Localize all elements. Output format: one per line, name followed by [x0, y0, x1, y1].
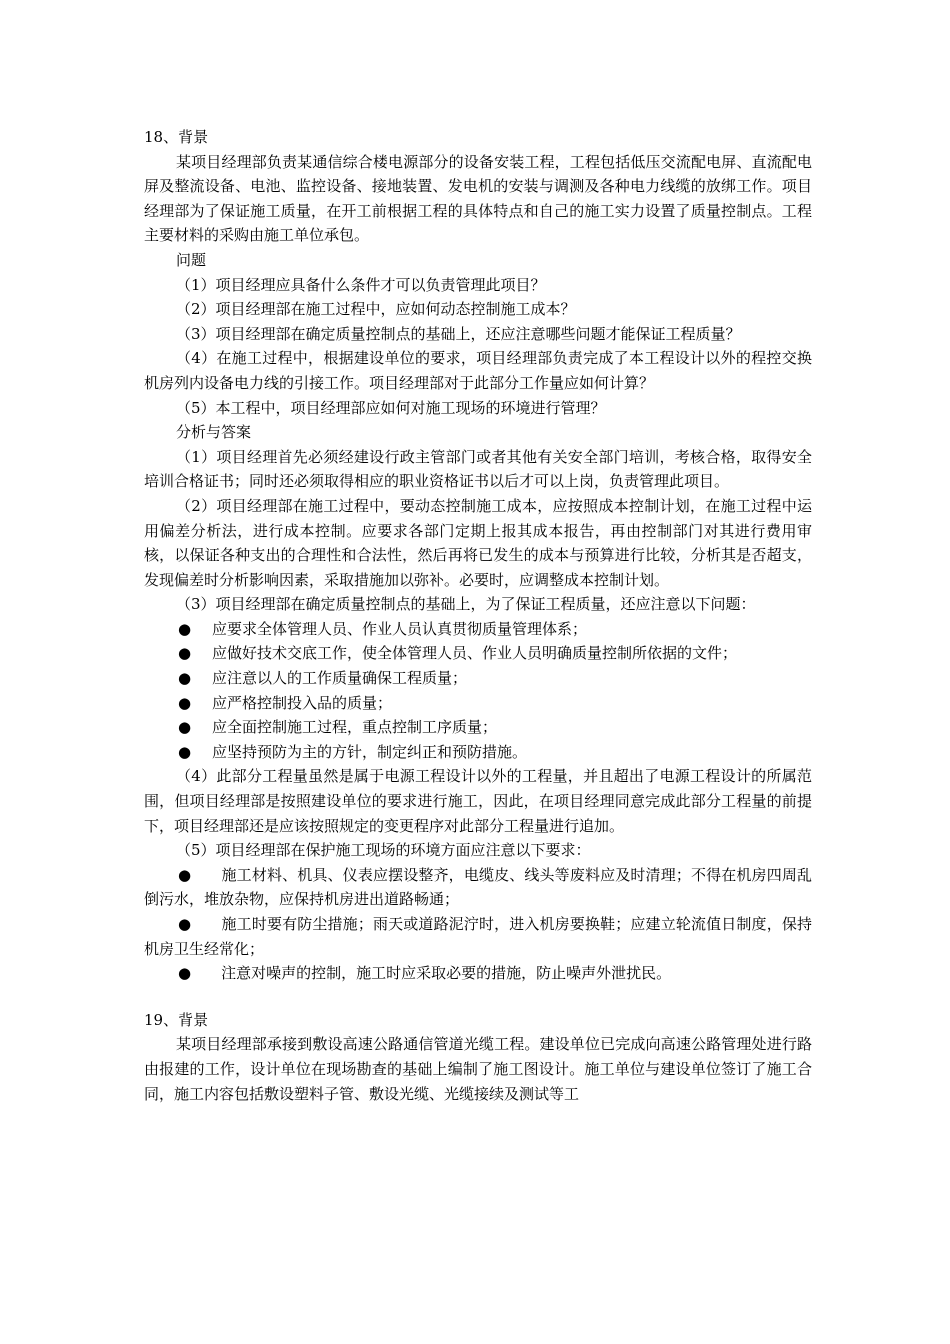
bullet-icon: ●: [178, 619, 192, 638]
bullet-icon: ●: [178, 644, 192, 663]
question-4: （4）在施工过程中，根据建设单位的要求，项目经理部负责完成了本工程设计以外的程控交换机房列内设备电力线的引接工作。项目经理部对于此部分工作量应如何计算？: [144, 349, 812, 392]
section-18-background: 某项目经理部负责某通信综合楼电源部分的设备安装工程，工程包括低压交流配电屏、直流配电屏及整流设备、电池、监控设备、接地装置、发电机的安装与调测及各种电力线缆的放绑工作。项目经理部为了保证施工质量，在开工前根据工程的具体特点和自己的施工实力设置了质量控制点。工程主要材料的采购由施工单位承包。: [144, 152, 812, 245]
section-gap: [144, 986, 812, 1008]
answer-3: （3）项目经理部在确定质量控制点的基础上，为了保证工程质量，还应注意以下问题：: [176, 595, 756, 614]
a3-bullet-item: ● 应做好技术交底工作，使全体管理人员、作业人员明确质量控制所依据的文件；: [144, 641, 812, 666]
a3-bullet-item: ● 应注意以人的工作质量确保工程质量；: [144, 666, 812, 691]
question-1: （1）项目经理应具备什么条件才可以负责管理此项目？: [176, 275, 546, 294]
question-3: （3）项目经理部在确定质量控制点的基础上，还应注意哪些问题才能保证工程质量？: [176, 324, 741, 343]
bullet-icon: ●: [178, 964, 192, 983]
section-18-heading: 18、背景: [144, 128, 209, 146]
answer-4: （4）此部分工程量虽然是属于电源工程设计以外的工程量，并且超出了电源工程设计的所属范围，但项目经理部是按照建设单位的要求进行施工，因此，在项目经理同意完成此部分工程量的前提下，项目经理部还是应该按照规定的变更程序对此部分工程量进行追加。: [144, 767, 812, 835]
section-19-heading: 19、背景: [144, 1010, 209, 1029]
section-19-background: 某项目经理部承接到敷设高速公路通信管道光缆工程。建设单位已完成向高速公路管理处进行路由报建的工作，设计单位在现场勘查的基础上编制了施工图设计。施工单位与建设单位签订了施工合同，施工内容包括敷设塑料子管、敷设光缆、光缆接续及测试等工: [144, 1035, 812, 1103]
questions-title: 问题: [176, 250, 207, 269]
bullet-icon: ●: [178, 915, 192, 933]
a3-bullet-item: ● 应要求全体管理人员、作业人员认真贯彻质量管理体系；: [144, 617, 812, 642]
bullet-icon: ●: [178, 669, 192, 688]
a5-bullet-item: ● 施工材料、机具、仪表应摆设整齐，电缆皮、线头等废料应及时清理；不得在机房四周乱倒污水，堆放杂物，应保持机房进出道路畅通；: [144, 865, 812, 909]
answer-2: （2）项目经理部在施工过程中，要动态控制施工成本，应按照成本控制计划，在施工过程中运用偏差分析法，进行成本控制。应要求各部门定期上报其成本报告，再由控制部门对其进行费用审核，以保证各种支出的合理性和合法性，然后再将已发生的成本与预算进行比较，分析其是否超支，发现偏差时分析影响因素，采取措施加以弥补。必要时，应调整成本控制计划。: [144, 496, 812, 589]
answer-1: （1）项目经理首先必须经建设行政主管部门或者其他有关安全部门培训，考核合格，取得安全培训合格证书；同时还必须取得相应的职业资格证书以后才可以上岗，负责管理此项目。: [144, 447, 812, 491]
a3-bullet-item: ● 应全面控制施工过程，重点控制工序质量；: [144, 715, 812, 740]
a5-bullet-item: ● 注意对噪声的控制，施工时应采取必要的措施，防止噪声外泄扰民。: [178, 964, 672, 983]
question-2: （2）项目经理部在施工过程中，应如何动态控制施工成本？: [176, 300, 576, 319]
a3-bullet-item: ● 应坚持预防为主的方针，制定纠正和预防措施。: [144, 740, 812, 765]
document-page: [144, 125, 812, 1106]
answers-title: 分析与答案: [176, 423, 252, 442]
answer-5: （5）项目经理部在保护施工现场的环境方面应注意以下要求：: [176, 841, 591, 860]
bullet-icon: ●: [178, 742, 192, 761]
bullet-icon: ●: [178, 865, 192, 884]
bullet-icon: ●: [178, 693, 192, 712]
a3-bullet-item: ● 应严格控制投入品的质量；: [144, 691, 812, 716]
a5-bullet-item: ● 施工时要有防尘措施；雨天或道路泥泞时，进入机房要换鞋；应建立轮流值日制度，保持机房卫生经常化；: [144, 915, 812, 958]
bullet-icon: ●: [178, 718, 192, 737]
question-5: （5）本工程中，项目经理部应如何对施工现场的环境进行管理？: [176, 398, 606, 417]
